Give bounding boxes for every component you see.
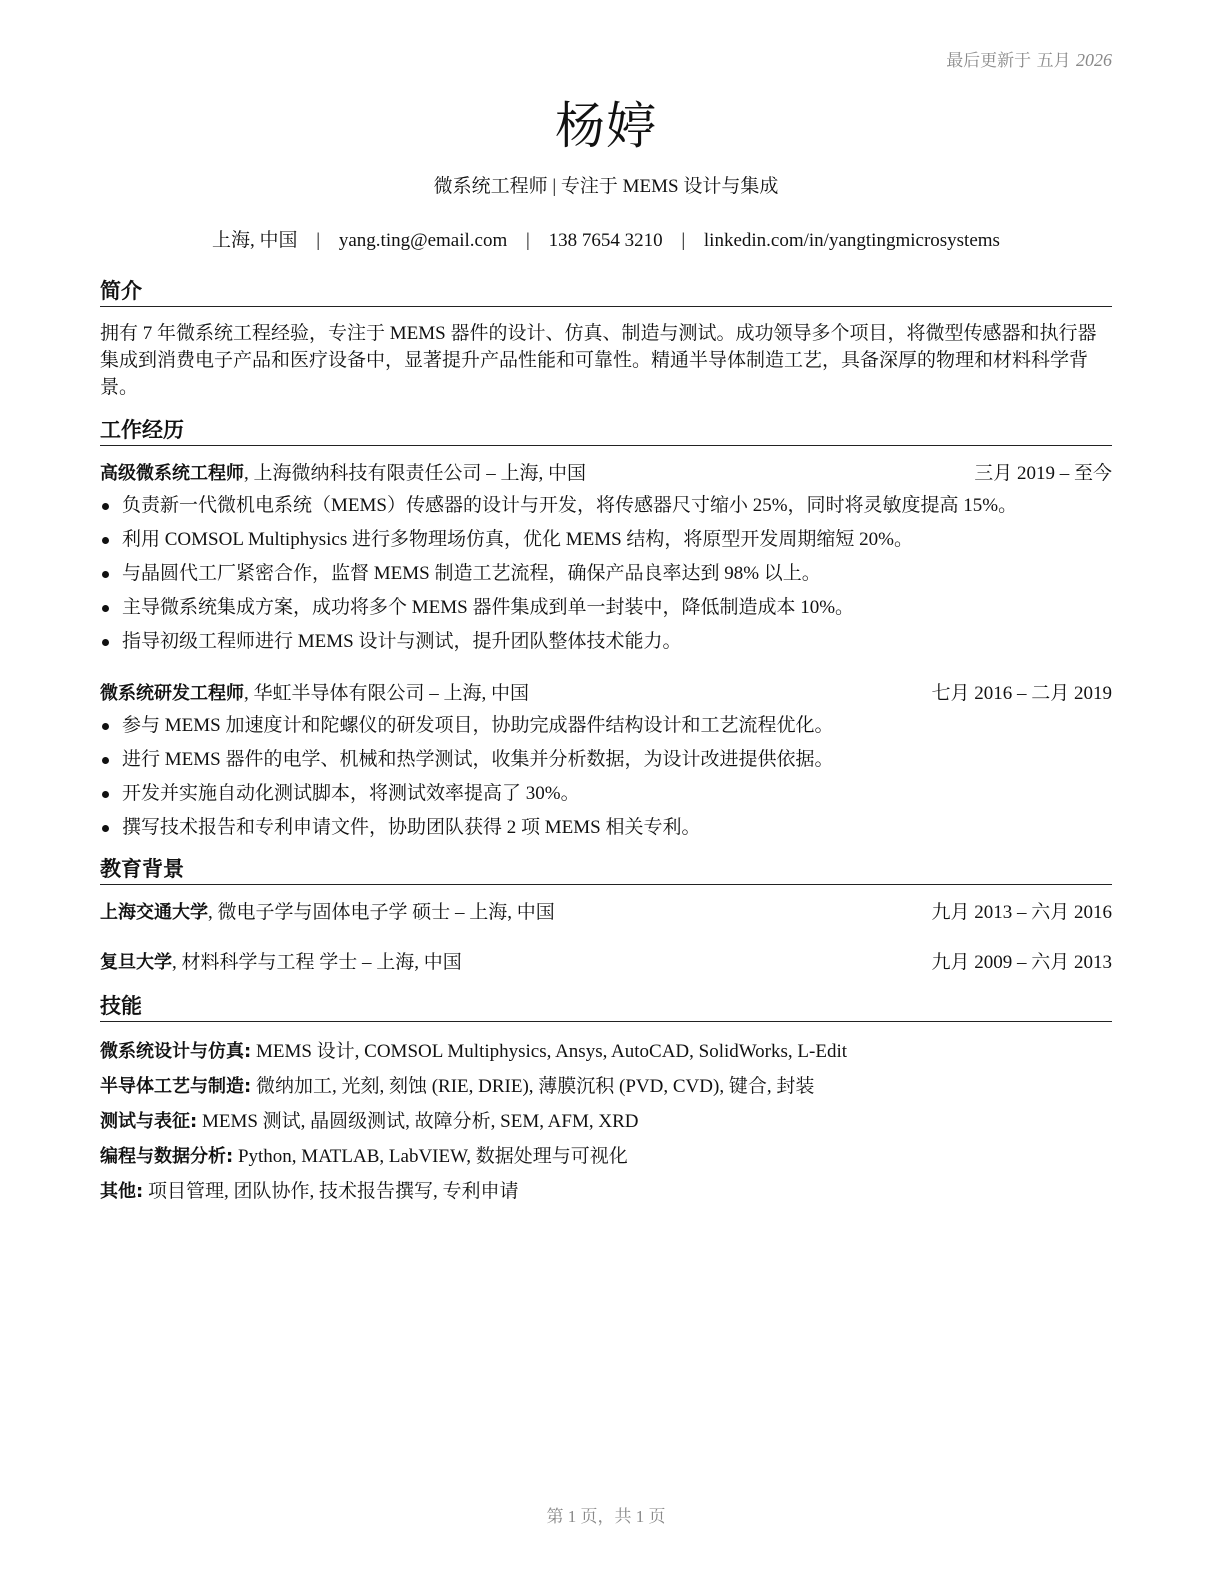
- skill-row: [100, 1104, 1112, 1139]
- bullet-icon: [102, 571, 109, 578]
- education-entry: [100, 896, 1112, 930]
- job-bullets: [100, 491, 1112, 661]
- contact-location: 上海, 中国: [212, 230, 298, 251]
- contact-separator: |: [316, 230, 321, 251]
- job-bullets: [100, 711, 1112, 847]
- skill-value: 项目管理, 团队协作, 技术报告撰写, 专利申请: [143, 1181, 519, 1202]
- list-item: [100, 711, 1112, 745]
- last-updated-year: 2026: [1076, 50, 1112, 70]
- contact-linkedin[interactable]: linkedin.com/in/yangtingmicrosystems: [703, 230, 1000, 251]
- job-entry: [100, 677, 1112, 847]
- school-name: 复旦大学: [100, 952, 172, 973]
- skill-label: 半导体工艺与制造:: [100, 1076, 252, 1097]
- headline: 微系统工程师 | 专注于 MEMS 设计与集成: [433, 176, 779, 197]
- last-updated-prefix: 最后更新于: [946, 51, 1032, 71]
- bullet-icon: [102, 605, 109, 612]
- list-item: [100, 813, 1112, 847]
- degree-detail: , 微电子学与固体电子学 硕士 – 上海, 中国: [208, 902, 555, 923]
- contact-separator: |: [681, 230, 686, 251]
- section-title: 简介: [100, 278, 1112, 307]
- bullet-text: 开发并实施自动化测试脚本，将测试效率提高了 30%。: [122, 783, 580, 804]
- resume-page: [100, 0, 1112, 1584]
- summary-section: [100, 278, 1112, 401]
- job-dates: 三月 2019 – 至今: [974, 463, 1112, 484]
- education-dates: 九月 2013 – 六月 2016: [931, 902, 1112, 923]
- skills-list: [100, 1034, 1112, 1209]
- bullet-text: 利用 COMSOL Multiphysics 进行多物理场仿真，优化 MEMS 结构，将原型开发周期缩短 20%。: [122, 529, 913, 550]
- job-role: 微系统研发工程师: [100, 683, 244, 704]
- job-entry: [100, 457, 1112, 661]
- skills-section: [100, 993, 1112, 1209]
- bullet-text: 参与 MEMS 加速度计和陀螺仪的研发项目，协助完成器件结构设计和工艺流程优化。: [122, 715, 834, 736]
- bullet-icon: [102, 723, 109, 730]
- job-role: 高级微系统工程师: [100, 463, 244, 484]
- list-item: [100, 491, 1112, 525]
- bullet-text: 撰写技术报告和专利申请文件，协助团队获得 2 项 MEMS 相关专利。: [122, 817, 701, 838]
- bullet-text: 负责新一代微机电系统（MEMS）传感器的设计与开发，将传感器尺寸缩小 25%，同时将灵敏度提高 15%。: [122, 495, 1018, 516]
- list-item: [100, 745, 1112, 779]
- contact-email[interactable]: yang.ting@email.com: [338, 230, 508, 251]
- job-header: [100, 677, 1112, 711]
- skill-label: 其他:: [100, 1181, 144, 1202]
- bullet-icon: [102, 639, 109, 646]
- section-title: 教育背景: [100, 856, 1112, 885]
- last-updated-month: 五月: [1036, 51, 1071, 71]
- skill-row: [100, 1174, 1112, 1209]
- bullet-text: 进行 MEMS 器件的电学、机械和热学测试，收集并分析数据，为设计改进提供依据。: [122, 749, 834, 770]
- contact-separator: |: [526, 230, 530, 251]
- skill-row: [100, 1139, 1112, 1174]
- job-org: , 华虹半导体有限公司 – 上海, 中国: [244, 683, 530, 704]
- list-item: [100, 559, 1112, 593]
- bullet-icon: [102, 757, 109, 764]
- contact-line: [100, 225, 1112, 252]
- experience-section: [100, 417, 1112, 847]
- school-name: 上海交通大学: [100, 902, 208, 923]
- education-section: [100, 856, 1112, 980]
- bullet-text: 与晶圆代工厂紧密合作，监督 MEMS 制造工艺流程，确保产品良率达到 98% 以上。: [122, 563, 821, 584]
- skill-row: [100, 1034, 1112, 1069]
- degree-detail: , 材料科学与工程 学士 – 上海, 中国: [172, 952, 462, 973]
- candidate-name: 杨婷: [555, 97, 657, 155]
- skill-value: MEMS 设计, COMSOL Multiphysics, Ansys, AutoCAD, SolidWorks, L-Edit: [251, 1041, 848, 1062]
- skill-label: 测试与表征:: [100, 1111, 198, 1132]
- skill-value: Python, MATLAB, LabVIEW, 数据处理与可视化: [233, 1146, 628, 1167]
- education-entry: [100, 946, 1112, 980]
- last-updated: [946, 46, 1112, 71]
- bullet-icon: [102, 791, 109, 798]
- list-item: [100, 779, 1112, 813]
- page-footer: 第 1 页，共 1 页: [546, 1507, 666, 1526]
- bullet-icon: [102, 825, 109, 832]
- job-org: , 上海微纳科技有限责任公司 – 上海, 中国: [244, 463, 587, 484]
- list-item: [100, 593, 1112, 627]
- education-dates: 九月 2009 – 六月 2013: [931, 952, 1112, 973]
- bullet-icon: [102, 503, 109, 510]
- list-item: [100, 627, 1112, 661]
- bullet-text: 指导初级工程师进行 MEMS 设计与测试，提升团队整体技术能力。: [122, 631, 682, 652]
- section-title: 技能: [100, 993, 1112, 1022]
- contact-phone: 138 7654 3210: [548, 230, 663, 251]
- summary-text: 拥有 7 年微系统工程经验，专注于 MEMS 器件的设计、仿真、制造与测试。成功领导多个项目，将微型传感器和执行器集成到消费电子产品和医疗设备中，显著提升产品性能和可靠性。精通半导体制造工艺，具备深厚的物理和材料科学背景。: [100, 323, 1097, 398]
- skill-value: MEMS 测试, 晶圆级测试, 故障分析, SEM, AFM, XRD: [197, 1111, 639, 1132]
- bullet-icon: [102, 537, 109, 544]
- section-title: 工作经历: [100, 417, 1112, 446]
- bullet-text: 主导微系统集成方案，成功将多个 MEMS 器件集成到单一封装中，降低制造成本 10%。: [122, 597, 855, 618]
- skill-label: 微系统设计与仿真:: [100, 1041, 252, 1062]
- skill-label: 编程与数据分析:: [100, 1146, 234, 1167]
- job-header: [100, 457, 1112, 491]
- skill-row: [100, 1069, 1112, 1104]
- skill-value: 微纳加工, 光刻, 刻蚀 (RIE, DRIE), 薄膜沉积 (PVD, CVD), 键合, 封装: [251, 1076, 815, 1097]
- list-item: [100, 525, 1112, 559]
- job-dates: 七月 2016 – 二月 2019: [931, 683, 1112, 704]
